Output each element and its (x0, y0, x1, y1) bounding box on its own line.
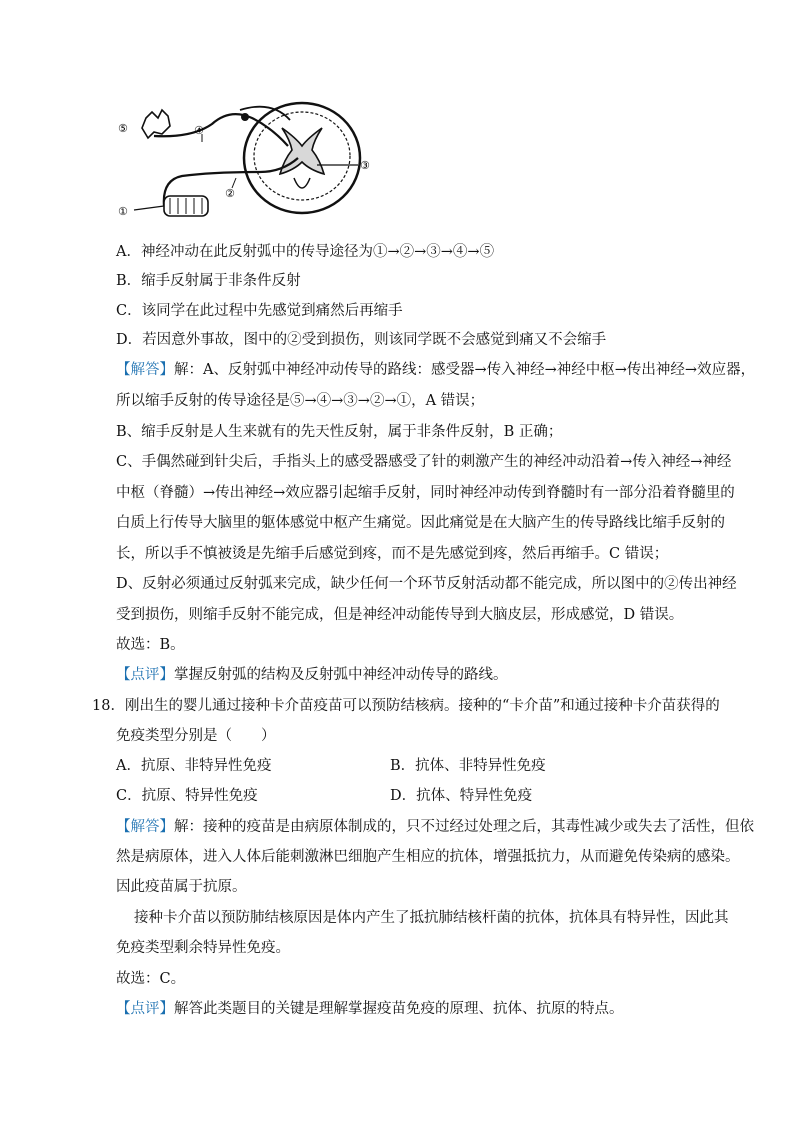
label-5 (118, 122, 128, 135)
q18-comment: 【点评】解答此类题目的关键是理解掌握疫苗免疫的原理、抗体、抗原的特点。 (116, 1001, 624, 1017)
q17-answer-line-1: 【解答】解：A、反射弧中神经冲动传导的路线：感受器→传入神经→神经中枢→传出神经→效应器， (116, 362, 756, 378)
q17-option-d: D．若因意外事故，图中的②受到损伤，则该同学既不会感觉到痛又不会缩手 (116, 332, 607, 348)
q17-option-a: A．神经冲动在此反射弧中的传导途径为①→②→③→④→⑤ (116, 244, 495, 260)
q17-comment: 【点评】掌握反射弧的结构及反射弧中神经冲动传导的路线。 (116, 667, 508, 683)
label-3 (360, 159, 370, 172)
q18-answer-line-4: 接种卡介苗以预防肺结核原因是体内产生了抵抗肺结核杆菌的抗体，抗体具有特异性，因此其 (134, 910, 729, 926)
q18-option-a: A．抗原、非特异性免疫 (116, 758, 272, 774)
q17-option-c: C．该同学在此过程中先感觉到痛然后再缩手 (116, 303, 403, 319)
q17-answer-line-3: B、缩手反射是人生来就有的先天性反射，属于非条件反射，B 正确； (116, 424, 563, 440)
q17-answer-line-9: 受到损伤，则缩手反射不能完成，但是神经冲动能传导到大脑皮层，形成感觉，D 错误。 (116, 607, 684, 623)
q18-answer-line-2: 然是病原体，进入人体后能刺激淋巴细胞产生相应的抗体，增强抵抗力，从而避免传染病的感染。 (116, 849, 740, 865)
q17-answer-line-8: D、反射必须通过反射弧来完成，缺少任何一个环节反射活动都不能完成，所以图中的②传出神经 (116, 576, 737, 592)
svg-text:⑤: ⑤ (118, 122, 128, 135)
ganglion (241, 113, 249, 121)
q18-answer-line-1: 【解答】解：接种的疫苗是由病原体制成的，只不过经过处理之后，其毒性减少或失去了活性，但依 (116, 819, 754, 835)
q17-answer-line-7: 长，所以手不慎被烫是先缩手后感觉到疼，而不是先感觉到疼，然后再缩手。C 错误； (116, 546, 669, 562)
q18-option-b: B．抗体、非特异性免疫 (390, 758, 546, 774)
label-4 (194, 124, 204, 137)
receptor-skin (142, 110, 170, 138)
svg-text:②: ② (225, 187, 235, 200)
q17-option-b: B．缩手反射属于非条件反射 (116, 273, 301, 289)
svg-text:③: ③ (360, 159, 370, 172)
q18-option-c: C．抗原、特异性免疫 (116, 788, 258, 804)
svg-text:④: ④ (194, 124, 204, 137)
q18-answer-line-3: 因此疫苗属于抗原。 (116, 879, 247, 895)
q18-stem-line-2: 免疫类型分别是（ ） (116, 728, 276, 744)
comment-tag: 【点评】 (116, 1001, 174, 1017)
label-2 (225, 187, 235, 200)
answer-tag: 【解答】 (116, 819, 174, 835)
q17-answer-line-6: 白质上行传导大脑里的躯体感觉中枢产生痛觉。因此痛觉是在大脑产生的传导路线比缩手反射的 (116, 515, 725, 531)
q18-answer-line-6: 故选：C。 (116, 971, 186, 987)
q17-answer-line-5: 中枢（脊髓）→传出神经→效应器引起缩手反射，同时神经冲动传到脊髓时有一部分沿着脊髓里的 (116, 485, 735, 501)
comment-tag: 【点评】 (116, 667, 174, 683)
q17-answer-line-10: 故选：B。 (116, 637, 185, 653)
answer-tag: 【解答】 (116, 362, 174, 378)
reflex-arc-diagram (112, 98, 392, 230)
q18-stem-line-1: 18．刚出生的婴儿通过接种卡介苗疫苗可以预防结核病。接种的“卡介苗”和通过接种卡介苗获得的 (92, 698, 720, 714)
svg-text:①: ① (118, 205, 128, 218)
label-1 (118, 205, 128, 218)
q17-answer-line-4: C、手偶然碰到针尖后，手指头上的感受器感受了针的刺激产生的神经冲动沿着→传入神经→神经 (116, 454, 732, 470)
q18-answer-line-5: 免疫类型剩余特异性免疫。 (116, 940, 290, 956)
q17-answer-line-2: 所以缩手反射的传导途径是⑤→④→③→②→①，A 错误； (116, 393, 485, 409)
q18-option-d: D．抗体、特异性免疫 (390, 788, 533, 804)
